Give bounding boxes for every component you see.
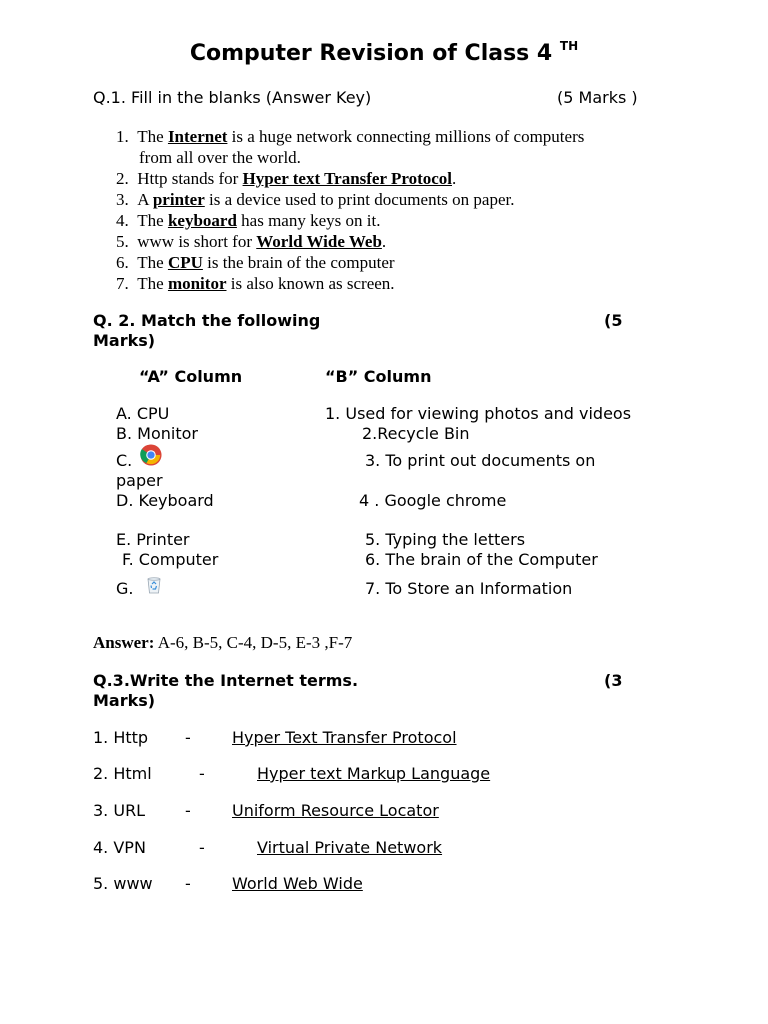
q3-dash-1: - bbox=[185, 728, 191, 747]
q3-term-4: 4. VPN bbox=[93, 838, 146, 857]
q1-item-1-cont: from all over the world. bbox=[139, 148, 301, 167]
q3-term-1: 1. Http bbox=[93, 728, 149, 747]
q3-heading: Q.3.Write the Internet terms. bbox=[93, 671, 359, 690]
q1-item-2: 2. Http stands for Hyper text Transfer Protocol. bbox=[116, 169, 457, 188]
q2-heading: Q. 2. Match the following bbox=[93, 311, 321, 330]
q3-dash-2: - bbox=[199, 764, 205, 783]
q3-meaning-4: Virtual Private Network bbox=[257, 838, 443, 857]
q2-marks-open: (5 bbox=[604, 311, 623, 330]
recycle-bin-icon bbox=[146, 574, 162, 594]
q1-marks: (5 Marks ) bbox=[557, 88, 638, 107]
col-b-item-5: 5. Typing the letters bbox=[365, 530, 526, 549]
q3-meaning-5: World Web Wide bbox=[232, 874, 363, 893]
title-superscript: TH bbox=[559, 39, 579, 53]
q1-item-3: 3. A printer is a device used to print documents on paper. bbox=[116, 190, 515, 209]
col-a-item-5: E. Printer bbox=[116, 530, 190, 549]
col-a-item-3-cont: paper bbox=[116, 471, 163, 490]
q3-term-5: 5. www bbox=[93, 874, 153, 893]
col-a-item-3: C. bbox=[116, 451, 133, 470]
col-a-item-2: B. Monitor bbox=[116, 424, 198, 443]
answer-monitor: monitor bbox=[167, 274, 227, 293]
answer-internet: Internet bbox=[167, 127, 228, 146]
column-b-header: “B” Column bbox=[325, 367, 432, 386]
answer-printer: printer bbox=[152, 190, 205, 209]
answer-text: A-6, B-5, C-4, D-5, E-3 ,F-7 bbox=[154, 633, 353, 652]
col-b-item-3: 3. To print out documents on bbox=[365, 451, 596, 470]
answer-keyboard: keyboard bbox=[167, 211, 237, 230]
column-a-header: “A” Column bbox=[139, 367, 243, 386]
q3-dash-3: - bbox=[185, 801, 191, 820]
col-a-item-4: D. Keyboard bbox=[116, 491, 214, 510]
q3-marks-close: Marks) bbox=[93, 691, 156, 710]
title-text: Computer Revision of Class 4 bbox=[189, 41, 553, 66]
q2-answer bbox=[93, 633, 352, 653]
col-a-item-7: G. bbox=[116, 579, 134, 598]
answer-cpu: CPU bbox=[167, 253, 203, 272]
answer-www: World Wide Web bbox=[256, 232, 382, 251]
q2-marks-close: Marks) bbox=[93, 331, 156, 350]
q1-item-6: 6. The CPU is the brain of the computer bbox=[116, 253, 395, 272]
q3-marks-open: (3 bbox=[604, 671, 623, 690]
q1-heading: Q.1. Fill in the blanks (Answer Key) bbox=[93, 88, 372, 107]
col-a-item-6: F. Computer bbox=[122, 550, 219, 569]
q3-term-3: 3. URL bbox=[93, 801, 146, 820]
col-b-item-7: 7. To Store an Information bbox=[365, 579, 573, 598]
q3-dash-5: - bbox=[185, 874, 191, 893]
col-a-item-1: A. CPU bbox=[116, 404, 170, 423]
answer-label: Answer: bbox=[93, 633, 155, 652]
q3-meaning-1: Hyper Text Transfer Protocol bbox=[232, 728, 457, 747]
chrome-icon bbox=[140, 444, 162, 466]
q1-item-5: 5. www is short for World Wide Web. bbox=[116, 232, 387, 251]
q1-item-1: 1. The Internet is a huge network connecting millions of computers bbox=[116, 127, 585, 146]
page-title bbox=[0, 41, 768, 66]
q3-meaning-2: Hyper text Markup Language bbox=[257, 764, 491, 783]
col-b-item-4: 4 . Google chrome bbox=[359, 491, 507, 510]
col-b-item-1: 1. Used for viewing photos and videos bbox=[325, 404, 632, 423]
q1-item-7: 7. The monitor is also known as screen. bbox=[116, 274, 395, 293]
col-b-item-6: 6. The brain of the Computer bbox=[365, 550, 598, 569]
answer-http: Hyper text Transfer Protocol bbox=[242, 169, 453, 188]
q3-term-2: 2. Html bbox=[93, 764, 152, 783]
q3-meaning-3: Uniform Resource Locator bbox=[232, 801, 439, 820]
col-b-item-2: 2.Recycle Bin bbox=[362, 424, 470, 443]
q1-item-4: 4. The keyboard has many keys on it. bbox=[116, 211, 381, 230]
q3-dash-4: - bbox=[199, 838, 205, 857]
